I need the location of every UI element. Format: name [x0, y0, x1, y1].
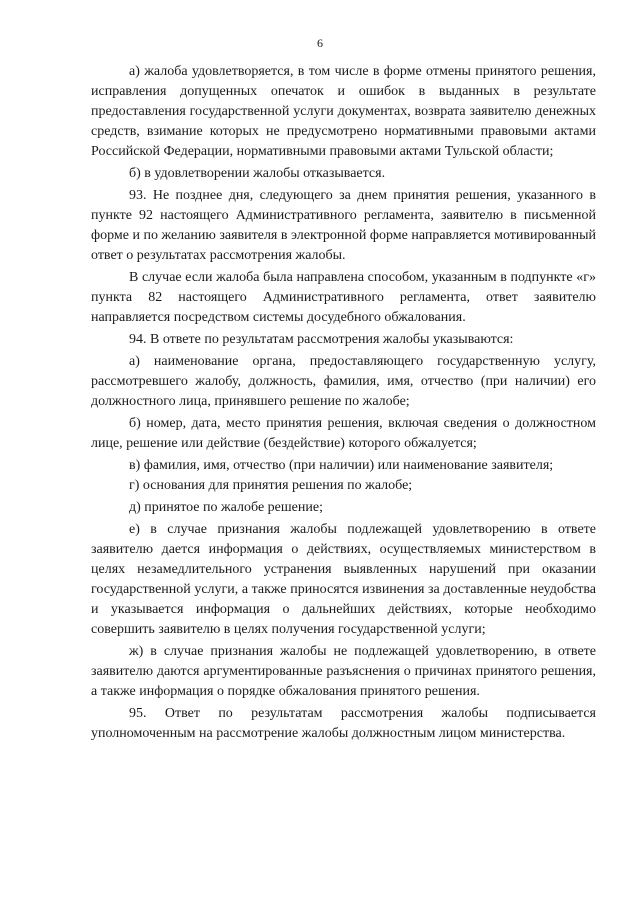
paragraph-94: 94. В ответе по результатам рассмотрения жалобы указываются:	[129, 332, 514, 347]
paragraph-94-a: а) наименование органа, предоставляющего государственную услугу, рассмотревшего жалобу, должность, фамилия, имя, отчество (при наличии) его должностного лица, принявшего решение по жалобе;	[91, 354, 596, 409]
paragraph-94-g: г) основания для принятия решения по жалобе;	[129, 478, 413, 493]
paragraph-93: 93. Не позднее дня, следующего за днем принятия решения, указанного в пункте 92 настоящего Административного регламента, заявителю в письменной форме и по желанию заявителя в электронной форме направляется мотивированный ответ о результатах рассмотрения жалобы.	[91, 188, 596, 263]
document-body	[91, 62, 596, 744]
paragraph-94-v: в) фамилия, имя, отчество (при наличии) или наименование заявителя;	[129, 458, 554, 473]
page-number: 6	[317, 36, 323, 50]
paragraph-94-d: д) принятое по жалобе решение;	[129, 500, 323, 515]
paragraph-93-case: В случае если жалоба была направлена способом, указанным в подпункте «г» пункта 82 настоящего Административного регламента, ответ заявителю направляется посредством системы досудебного обжалования.	[91, 270, 596, 325]
paragraph-94-b: б) номер, дата, место принятия решения, включая сведения о должностном лице, решение или действие (бездействие) которого обжалуется;	[91, 416, 596, 451]
paragraph-95: 95. Ответ по результатам рассмотрения жалобы подписывается уполномоченным на рассмотрение жалобы должностным лицом министерства.	[91, 706, 596, 741]
paragraph-b-refused: б) в удовлетворении жалобы отказывается.	[129, 166, 386, 181]
paragraph-94-zh: ж) в случае признания жалобы не подлежащей удовлетворению, в ответе заявителю даются аргументированные разъяснения о причинах принятого решения, а также информация о порядке обжалования принятого решения.	[91, 644, 596, 699]
paragraph-94-e: е) в случае признания жалобы подлежащей удовлетворению в ответе заявителю дается информация о действиях, осуществляемых министерством в целях незамедлительного устранения выявленных нарушений при оказании государственной услуги, а также приносятся извинения за доставленные неудобства и указывается информация о дальнейших действиях, которые необходимо совершить заявителю в целях получения государственной услуги;	[91, 522, 596, 637]
paragraph-a-satisfied: а) жалоба удовлетворяется, в том числе в форме отмены принятого решения, исправления допущенных опечаток и ошибок в выданных в результате предоставления государственной услуги документах, возврата заявителю денежных средств, взимание которых не предусмотрено нормативными правовыми актами Российской Федерации, нормативными правовыми актами Тульской области;	[91, 64, 596, 159]
